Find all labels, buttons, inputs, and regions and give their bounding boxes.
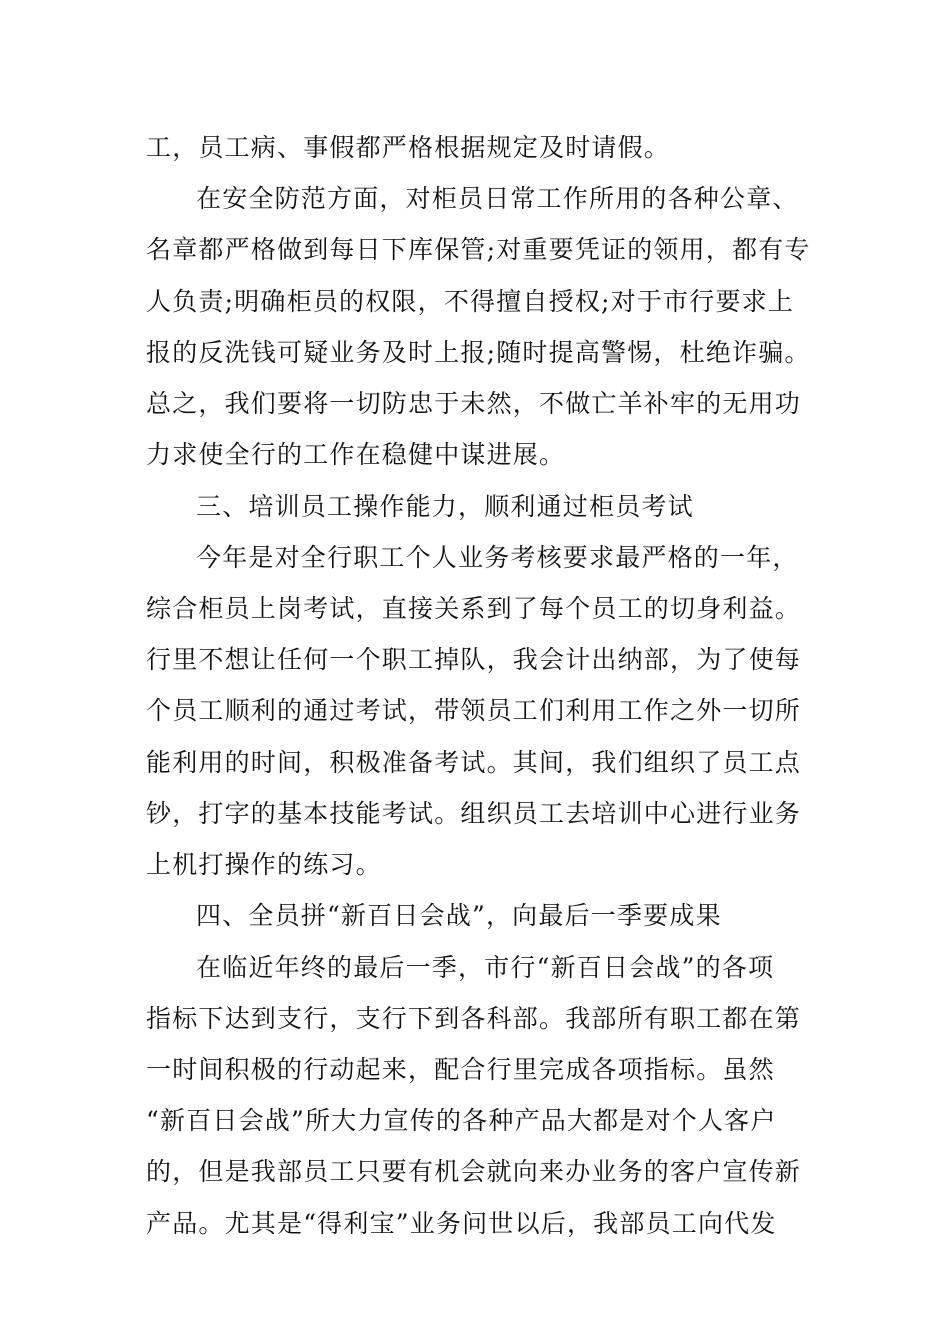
text-line: 力求使全行的工作在稳健中谋进展。 bbox=[146, 440, 566, 469]
section-heading: 四、全员拼“新百日会战”，向最后一季要成果 bbox=[196, 901, 722, 930]
text-line: 行里不想让任何一个职工掉队，我会计出纳部，为了使每 bbox=[146, 645, 802, 674]
text-line: 产品。尤其是“得利宝”业务问世以后，我部员工向代发 bbox=[146, 1209, 777, 1238]
text-line: 上机打操作的练习。 bbox=[146, 850, 382, 879]
text-line: 总之，我们要将一切防忠于未然，不做亡羊补牢的无用功 bbox=[146, 389, 802, 418]
text-line: 综合柜员上岗考试，直接关系到了每个员工的切身利益。 bbox=[146, 594, 802, 623]
text-line: 的，但是我部员工只要有机会就向来办业务的客户宣传新 bbox=[146, 1157, 802, 1186]
text-line: 人负责;明确柜员的权限，不得擅自授权;对于市行要求上 bbox=[146, 287, 795, 316]
paragraph-first-line: 在临近年终的最后一季，市行“新百日会战”的各项 bbox=[196, 953, 775, 982]
text-line: 一时间积极的行动起来，配合行里完成各项指标。虽然 bbox=[146, 1055, 775, 1084]
section-heading: 三、培训员工操作能力，顺利通过柜员考试 bbox=[196, 492, 694, 521]
text-line: 个员工顺利的通过考试，带领员工们利用工作之外一切所 bbox=[146, 696, 802, 725]
text-line: 工，员工病、事假都严格根据规定及时请假。 bbox=[146, 133, 671, 162]
text-line: 名章都严格做到每日下库保管;对重要凭证的领用，都有专 bbox=[146, 235, 811, 264]
text-line: 钞，打字的基本技能考试。组织员工去培训中心进行业务 bbox=[146, 799, 802, 828]
text-line: 指标下达到支行，支行下到各科部。我部所有职工都在第 bbox=[146, 1004, 802, 1033]
text-line: 报的反洗钱可疑业务及时上报;随时提高警惕，杜绝诈骗。 bbox=[146, 338, 811, 367]
text-line: “新百日会战”所大力宣传的各种产品大都是对个人客户 bbox=[146, 1106, 777, 1135]
paragraph-first-line: 在安全防范方面，对柜员日常工作所用的各种公章、 bbox=[196, 184, 799, 213]
text-line: 能利用的时间，积极准备考试。其间，我们组织了员工点 bbox=[146, 748, 802, 777]
paragraph-first-line: 今年是对全行职工个人业务考核要求最严格的一年， bbox=[196, 543, 799, 572]
